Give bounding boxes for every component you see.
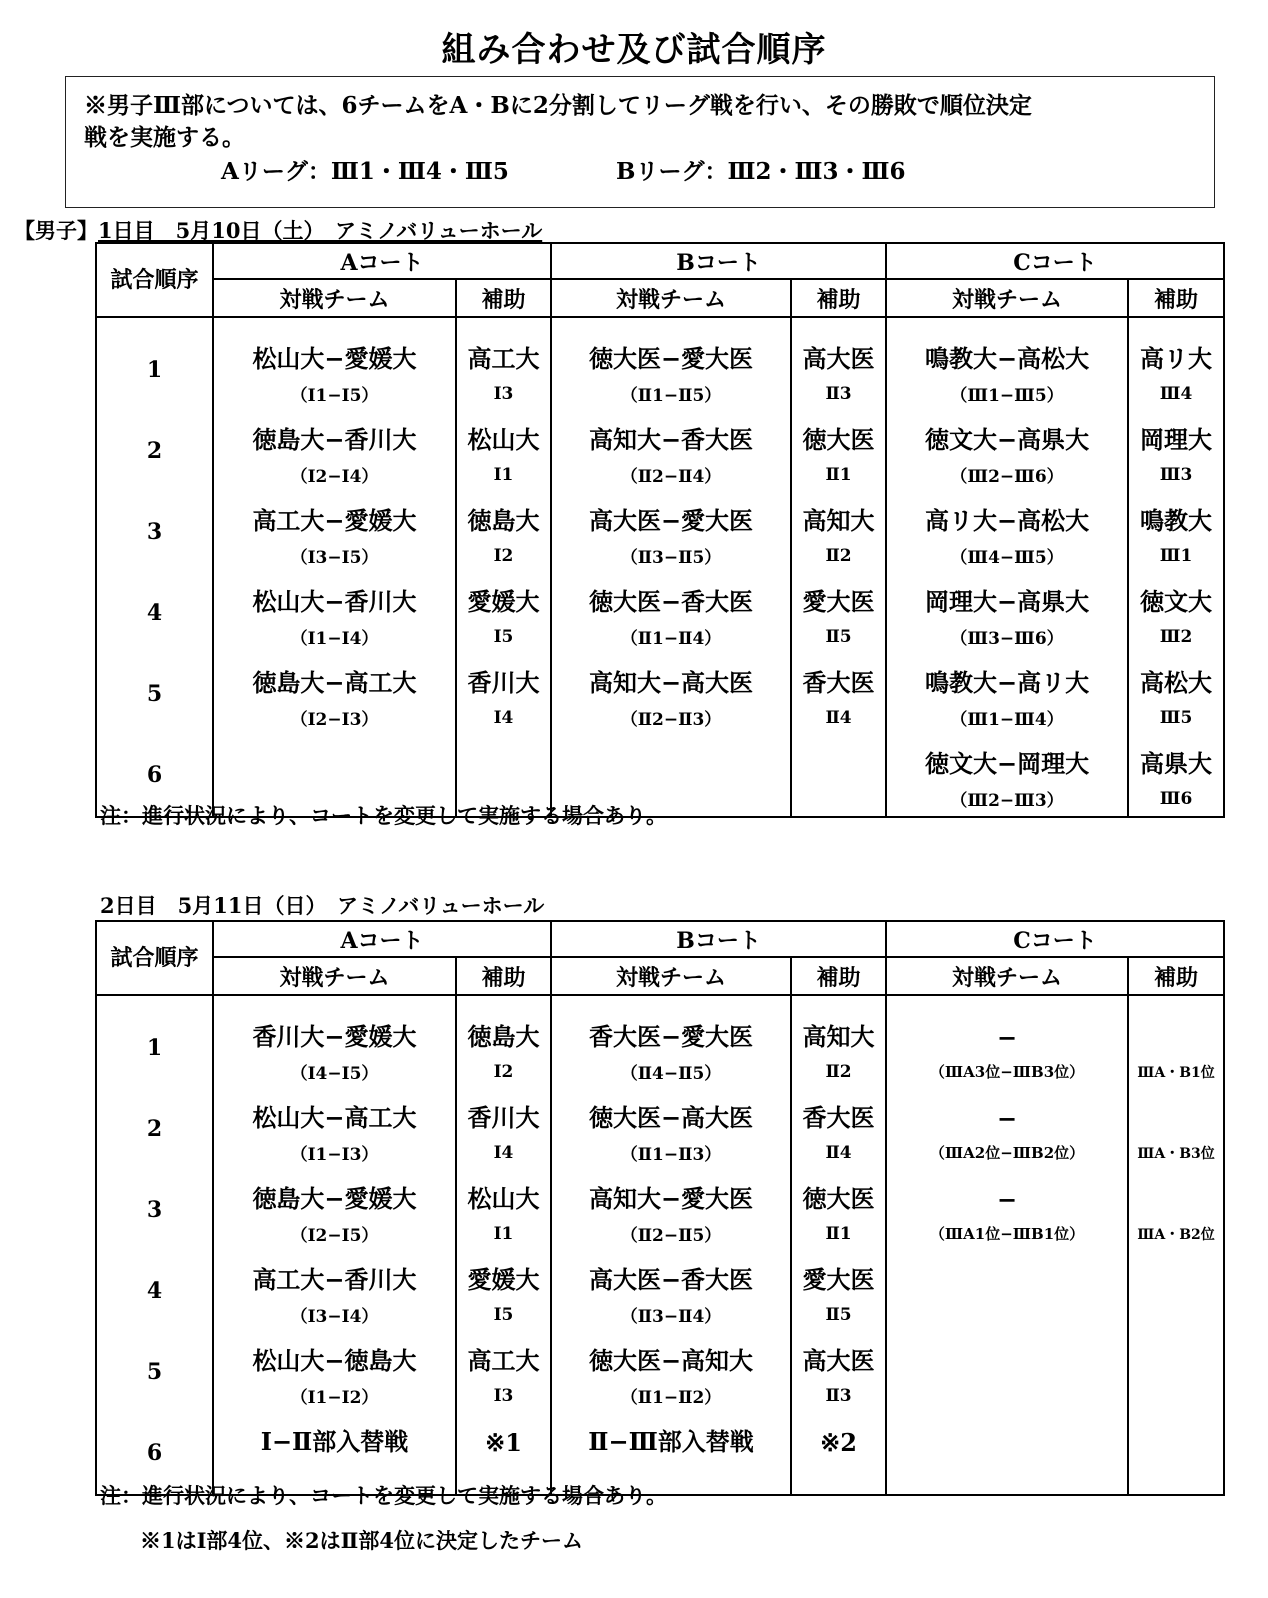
table-row — [96, 1332, 1224, 1378]
court-c-match-code: （Ⅲ1−Ⅲ5） — [886, 376, 1128, 411]
court-c-match-code: （ⅢA3位−ⅢB3位） — [886, 1054, 1128, 1089]
match-order-number: 1 — [96, 1008, 213, 1089]
court-a-match-code: （Ⅰ2−Ⅰ4） — [213, 457, 456, 492]
court-b-match: 香大医−愛大医 — [551, 1008, 791, 1054]
court-a-helper: 愛媛大 — [456, 573, 551, 619]
court-b-match: 高知大−高大医 — [551, 654, 791, 700]
table-row-sub — [96, 1216, 1224, 1251]
table-row — [96, 411, 1224, 457]
court-a-match: 高工大−愛媛大 — [213, 492, 456, 538]
court-c-helper — [1128, 1089, 1224, 1135]
court-b-helper-code: Ⅱ2 — [791, 538, 886, 573]
league-note-box — [65, 76, 1215, 208]
note-line-2: 戦を実施する。 — [84, 124, 245, 151]
court-c-helper — [1128, 1332, 1224, 1378]
court-c-match: 徳文大−岡理大 — [886, 735, 1128, 781]
court-a-match-code: （Ⅰ2−Ⅰ3） — [213, 700, 456, 735]
helper-column-header: 補助 — [1128, 957, 1224, 995]
court-b-match-code: （Ⅱ3−Ⅱ5） — [551, 538, 791, 573]
court-a-helper: 松山大 — [456, 411, 551, 457]
court-a-helper-code: Ⅰ1 — [456, 457, 551, 492]
court-b-match-code: （Ⅱ3−Ⅱ4） — [551, 1297, 791, 1332]
court-a-helper: 香川大 — [456, 654, 551, 700]
court-b-match-code: （Ⅱ2−Ⅱ5） — [551, 1216, 791, 1251]
court-c-match: − — [886, 1089, 1128, 1135]
court-a-match: 徳島大−高工大 — [213, 654, 456, 700]
court-b-helper: 愛大医 — [791, 573, 886, 619]
court-a-helper-code: Ⅰ5 — [456, 619, 551, 654]
table-row-sub — [96, 1297, 1224, 1332]
court-b-helper-code: Ⅱ4 — [791, 1135, 886, 1170]
court-c-match: − — [886, 1170, 1128, 1216]
court-c-helper-code: Ⅲ2 — [1128, 619, 1224, 654]
day1-header — [14, 215, 542, 245]
day2-header: 2日目 5月11日（日） アミノバリューホール — [100, 893, 545, 918]
court-a-match-code: （Ⅰ1−Ⅰ2） — [213, 1378, 456, 1413]
court-c-match — [886, 1413, 1128, 1459]
court-c-match-code — [886, 1297, 1128, 1332]
day1-footnote: 注：進行状況により、コートを変更して実施する場合あり。 — [100, 803, 667, 828]
day2-table-body — [96, 921, 1224, 1495]
court-b-helper-code: Ⅱ3 — [791, 1378, 886, 1413]
match-column-header: 対戦チーム — [886, 957, 1128, 995]
court-c-match-code — [886, 1378, 1128, 1413]
court-c-match-code: （Ⅲ4−Ⅲ5） — [886, 538, 1128, 573]
court-b-match-code: （Ⅱ2−Ⅱ3） — [551, 700, 791, 735]
helper-column-header: 補助 — [456, 957, 551, 995]
match-order-number: 1 — [96, 330, 213, 411]
court-b-helper — [791, 735, 886, 781]
court-b-helper: 愛大医 — [791, 1251, 886, 1297]
court-c-helper-code — [1128, 1297, 1224, 1332]
table-row — [96, 1413, 1224, 1459]
court-b-helper-code — [791, 1459, 886, 1495]
court-c-helper — [1128, 1251, 1224, 1297]
court-c-helper: 鳴教大 — [1128, 492, 1224, 538]
table-row-sub — [96, 376, 1224, 411]
court-c-helper-code: ⅢA・B1位 — [1128, 1054, 1224, 1089]
page-title: 組み合わせ及び試合順序 — [441, 30, 827, 70]
court-b-match-code: （Ⅱ4−Ⅱ5） — [551, 1054, 791, 1089]
court-c-helper — [1128, 1170, 1224, 1216]
court-c-match-code — [886, 1459, 1128, 1495]
court-c-helper — [1128, 1008, 1224, 1054]
match-column-header: 対戦チーム — [886, 279, 1128, 317]
court-b-match: Ⅱ−Ⅲ部入替戦 — [551, 1413, 791, 1459]
court-a-match-code: （Ⅰ1−Ⅰ4） — [213, 619, 456, 654]
table-row — [96, 1008, 1224, 1054]
court-a-match: 松山大−徳島大 — [213, 1332, 456, 1378]
court-a-helper: 高工大 — [456, 1332, 551, 1378]
court-b-helper: 徳大医 — [791, 1170, 886, 1216]
court-b-helper-code: Ⅱ5 — [791, 1297, 886, 1332]
court-c-helper: 高県大 — [1128, 735, 1224, 781]
court-b-match — [551, 735, 791, 781]
court-b-match-code: （Ⅱ2−Ⅱ4） — [551, 457, 791, 492]
table-row-sub — [96, 538, 1224, 573]
court-b-helper: 高大医 — [791, 1332, 886, 1378]
day1-header-text: 1日目 5月10日（土） アミノバリューホール — [98, 218, 543, 243]
court-b-match: 徳大医−愛大医 — [551, 330, 791, 376]
day2-schedule-table — [95, 920, 1225, 1496]
match-order-number: 4 — [96, 1251, 213, 1332]
court-a-helper: 徳島大 — [456, 492, 551, 538]
table-row — [96, 1170, 1224, 1216]
court-b-helper-code — [791, 781, 886, 817]
court-b-helper: 徳大医 — [791, 411, 886, 457]
court-b-match: 高大医−香大医 — [551, 1251, 791, 1297]
court-a-helper-code: Ⅰ1 — [456, 1216, 551, 1251]
court-b-helper: 香大医 — [791, 654, 886, 700]
court-a-helper-code: Ⅰ2 — [456, 1054, 551, 1089]
court-header: Bコート — [551, 921, 886, 957]
court-header: Cコート — [886, 921, 1224, 957]
court-b-helper-code: Ⅱ2 — [791, 1054, 886, 1089]
court-c-match-code: （ⅢA1位−ⅢB1位） — [886, 1216, 1128, 1251]
court-c-match-code: （Ⅲ3−Ⅲ6） — [886, 619, 1128, 654]
court-b-match-code: （Ⅱ1−Ⅱ5） — [551, 376, 791, 411]
day1-table-body — [96, 243, 1224, 817]
court-a-helper-code: Ⅰ2 — [456, 538, 551, 573]
match-order-number: 3 — [96, 492, 213, 573]
court-c-match — [886, 1251, 1128, 1297]
match-order-number: 5 — [96, 1332, 213, 1413]
court-b-helper: 高知大 — [791, 492, 886, 538]
court-a-helper-code: Ⅰ4 — [456, 700, 551, 735]
table-row-sub — [96, 1378, 1224, 1413]
court-b-match: 高知大−愛大医 — [551, 1170, 791, 1216]
league-a-members: Aリーグ：Ⅲ1・Ⅲ4・Ⅲ5 — [221, 158, 509, 185]
court-a-match: 松山大−香川大 — [213, 573, 456, 619]
court-a-match-code: （Ⅰ1−Ⅰ5） — [213, 376, 456, 411]
court-c-helper — [1128, 1413, 1224, 1459]
order-header: 試合順序 — [96, 921, 213, 995]
court-c-helper-code: Ⅲ5 — [1128, 700, 1224, 735]
court-b-match: 高知大−香大医 — [551, 411, 791, 457]
table-row — [96, 654, 1224, 700]
court-c-match: 鳴教大−高リ大 — [886, 654, 1128, 700]
court-c-match: 鳴教大−高松大 — [886, 330, 1128, 376]
order-header: 試合順序 — [96, 243, 213, 317]
court-c-helper-code: ⅢA・B2位 — [1128, 1216, 1224, 1251]
court-c-helper-code: Ⅲ1 — [1128, 538, 1224, 573]
note-line-1: ※男子Ⅲ部については、6チームをA・Bに2分割してリーグ戦を行い、その勝敗で順位決定 — [84, 92, 1032, 119]
court-b-helper-code: Ⅱ3 — [791, 376, 886, 411]
court-a-helper-code: Ⅰ5 — [456, 1297, 551, 1332]
day1-prefix: 【男子】 — [14, 218, 98, 243]
match-column-header: 対戦チーム — [213, 279, 456, 317]
court-a-match — [213, 735, 456, 781]
court-c-match — [886, 1332, 1128, 1378]
court-c-helper-code: Ⅲ4 — [1128, 376, 1224, 411]
court-b-match: 徳大医−高大医 — [551, 1089, 791, 1135]
table-row-sub — [96, 619, 1224, 654]
court-a-helper — [456, 735, 551, 781]
court-c-match: − — [886, 1008, 1128, 1054]
court-c-helper: 徳文大 — [1128, 573, 1224, 619]
court-b-helper-code: Ⅱ1 — [791, 457, 886, 492]
court-c-match-code: （Ⅲ2−Ⅲ3） — [886, 781, 1128, 817]
court-b-helper: 高大医 — [791, 330, 886, 376]
day1-schedule-table — [95, 242, 1225, 818]
court-b-helper: ※2 — [791, 1413, 886, 1459]
match-column-header: 対戦チーム — [551, 279, 791, 317]
court-b-match: 高大医−愛大医 — [551, 492, 791, 538]
helper-column-header: 補助 — [791, 957, 886, 995]
court-b-match: 徳大医−高知大 — [551, 1332, 791, 1378]
court-c-helper-code: ⅢA・B3位 — [1128, 1135, 1224, 1170]
match-order-number: 6 — [96, 735, 213, 817]
table-row-sub — [96, 700, 1224, 735]
court-c-helper: 岡理大 — [1128, 411, 1224, 457]
court-b-helper: 香大医 — [791, 1089, 886, 1135]
helper-column-header: 補助 — [456, 279, 551, 317]
court-a-match-code: （Ⅰ3−Ⅰ4） — [213, 1297, 456, 1332]
court-a-match-code: （Ⅰ4−Ⅰ5） — [213, 1054, 456, 1089]
court-a-helper: 高工大 — [456, 330, 551, 376]
court-b-helper-code: Ⅱ4 — [791, 700, 886, 735]
match-column-header: 対戦チーム — [213, 957, 456, 995]
day2-footnote: 注：進行状況により、コートを変更して実施する場合あり。 — [100, 1483, 667, 1508]
court-b-match-code: （Ⅱ1−Ⅱ4） — [551, 619, 791, 654]
court-c-match: 徳文大−高県大 — [886, 411, 1128, 457]
court-a-helper-code: Ⅰ3 — [456, 376, 551, 411]
court-b-match: 徳大医−香大医 — [551, 573, 791, 619]
court-b-match-code: （Ⅱ1−Ⅱ2） — [551, 1378, 791, 1413]
court-a-match: 高工大−香川大 — [213, 1251, 456, 1297]
court-a-match: 松山大−愛媛大 — [213, 330, 456, 376]
table-row-sub — [96, 1135, 1224, 1170]
court-a-match: 香川大−愛媛大 — [213, 1008, 456, 1054]
table-row — [96, 492, 1224, 538]
court-b-helper: 高知大 — [791, 1008, 886, 1054]
court-a-match-code: （Ⅰ3−Ⅰ5） — [213, 538, 456, 573]
helper-column-header: 補助 — [791, 279, 886, 317]
table-row — [96, 1089, 1224, 1135]
table-row — [96, 735, 1224, 781]
court-c-helper-code: Ⅲ3 — [1128, 457, 1224, 492]
day2-footnote-2: ※1はⅠ部4位、※2はⅡ部4位に決定したチーム — [140, 1528, 583, 1553]
court-a-helper-code: Ⅰ3 — [456, 1378, 551, 1413]
court-c-match-code: （ⅢA2位−ⅢB2位） — [886, 1135, 1128, 1170]
court-a-helper: 香川大 — [456, 1089, 551, 1135]
table-row — [96, 1251, 1224, 1297]
court-c-match-code: （Ⅲ2−Ⅲ6） — [886, 457, 1128, 492]
court-a-match-code: （Ⅰ2−Ⅰ5） — [213, 1216, 456, 1251]
court-a-helper: 松山大 — [456, 1170, 551, 1216]
court-a-match: 松山大−高工大 — [213, 1089, 456, 1135]
court-a-match: 徳島大−愛媛大 — [213, 1170, 456, 1216]
court-c-helper-code — [1128, 1459, 1224, 1495]
court-b-match-code: （Ⅱ1−Ⅱ3） — [551, 1135, 791, 1170]
court-c-match-code: （Ⅲ1−Ⅲ4） — [886, 700, 1128, 735]
court-header: Aコート — [213, 921, 551, 957]
court-a-helper: ※1 — [456, 1413, 551, 1459]
court-c-helper: 高松大 — [1128, 654, 1224, 700]
court-c-match: 高リ大−高松大 — [886, 492, 1128, 538]
match-order-number: 2 — [96, 411, 213, 492]
court-a-match: Ⅰ−Ⅱ部入替戦 — [213, 1413, 456, 1459]
court-c-helper-code: Ⅲ6 — [1128, 781, 1224, 817]
court-b-helper-code: Ⅱ5 — [791, 619, 886, 654]
match-column-header: 対戦チーム — [551, 957, 791, 995]
match-order-number: 6 — [96, 1413, 213, 1495]
court-c-helper: 高リ大 — [1128, 330, 1224, 376]
court-a-helper: 徳島大 — [456, 1008, 551, 1054]
court-a-helper-code: Ⅰ4 — [456, 1135, 551, 1170]
court-a-helper: 愛媛大 — [456, 1251, 551, 1297]
court-a-match-code: （Ⅰ1−Ⅰ3） — [213, 1135, 456, 1170]
court-header: Cコート — [886, 243, 1224, 279]
match-order-number: 2 — [96, 1089, 213, 1170]
court-c-match: 岡理大−高県大 — [886, 573, 1128, 619]
court-header: Bコート — [551, 243, 886, 279]
court-b-helper-code: Ⅱ1 — [791, 1216, 886, 1251]
court-c-helper-code — [1128, 1378, 1224, 1413]
table-row — [96, 330, 1224, 376]
table-row — [96, 573, 1224, 619]
table-row-sub — [96, 1054, 1224, 1089]
match-order-number: 3 — [96, 1170, 213, 1251]
court-header: Aコート — [213, 243, 551, 279]
table-row-sub — [96, 457, 1224, 492]
league-b-members: Bリーグ：Ⅲ2・Ⅲ3・Ⅲ6 — [616, 158, 906, 185]
match-order-number: 4 — [96, 573, 213, 654]
helper-column-header: 補助 — [1128, 279, 1224, 317]
court-a-match: 徳島大−香川大 — [213, 411, 456, 457]
match-order-number: 5 — [96, 654, 213, 735]
